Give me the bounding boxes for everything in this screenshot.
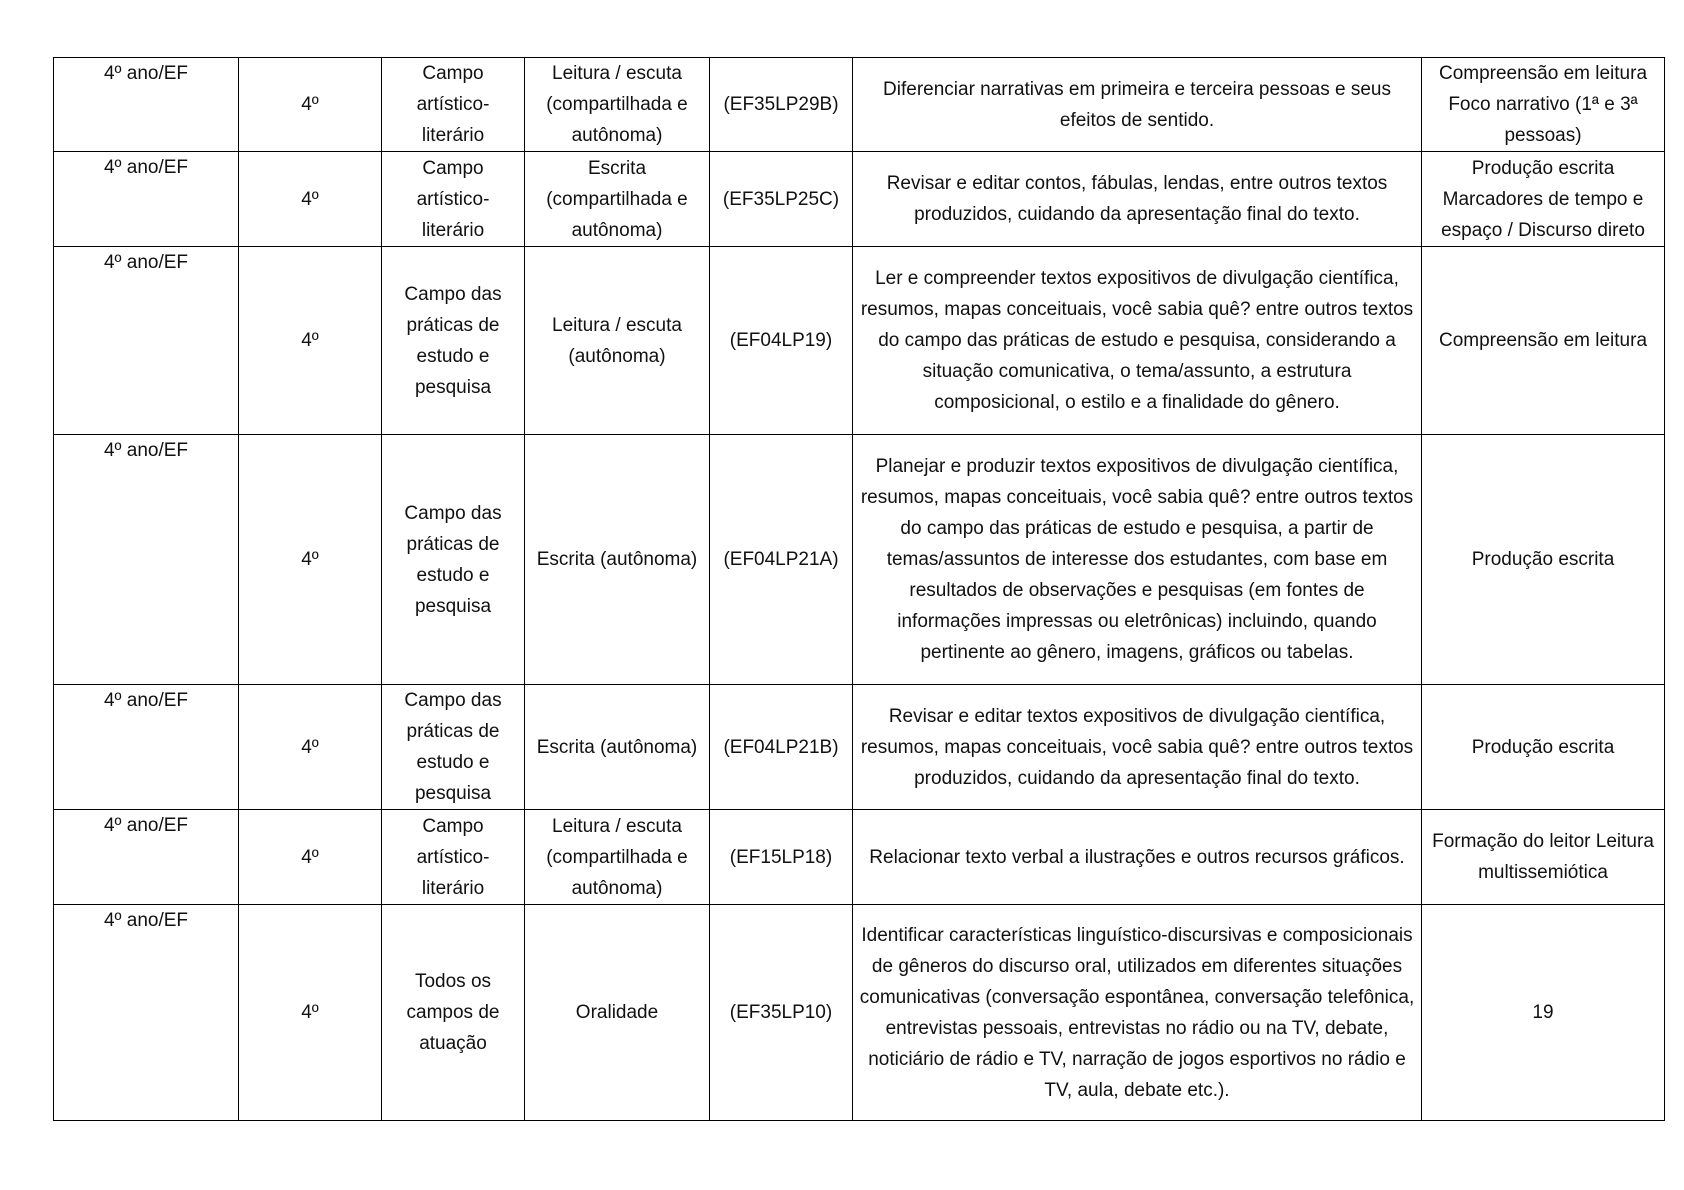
skill-cell: Identificar características linguístico-discursivas e composicionais de gêneros do discurso oral, utilizados em diferentes situações comunicativas (conversação espontânea, conversação telefônica, entrevistas pessoais, entrevistas no rádio ou na TV, debate, noticiário de rádio e TV, narração de jogos esportivos no rádio e TV, aula, debate etc.). bbox=[853, 905, 1422, 1121]
curriculum-table bbox=[53, 57, 1665, 1121]
year-cell: 4º ano/EF bbox=[54, 685, 239, 810]
practice-cell: Leitura / escuta (compartilhada e autônoma) bbox=[525, 810, 710, 905]
field-cell: Campo das práticas de estudo e pesquisa bbox=[382, 685, 525, 810]
skill-cell: Ler e compreender textos expositivos de divulgação científica, resumos, mapas conceituais, você sabia quê? entre outros textos do campo das práticas de estudo e pesquisa, considerando a situação comunicativa, o tema/assunto, a estrutura composicional, o estilo e a finalidade do gênero. bbox=[853, 247, 1422, 435]
practice-cell: Escrita (autônoma) bbox=[525, 435, 710, 685]
field-cell: Campo das práticas de estudo e pesquisa bbox=[382, 247, 525, 435]
grade-cell: 4º bbox=[239, 810, 382, 905]
object-cell: 19 bbox=[1422, 905, 1665, 1121]
skill-cell: Revisar e editar contos, fábulas, lendas, entre outros textos produzidos, cuidando da apresentação final do texto. bbox=[853, 152, 1422, 247]
object-cell: Compreensão em leitura Foco narrativo (1ª e 3ª pessoas) bbox=[1422, 58, 1665, 152]
table-row bbox=[54, 685, 1665, 810]
year-cell: 4º ano/EF bbox=[54, 247, 239, 435]
year-cell: 4º ano/EF bbox=[54, 905, 239, 1121]
code-cell: (EF04LP19) bbox=[710, 247, 853, 435]
code-cell: (EF15LP18) bbox=[710, 810, 853, 905]
table-row bbox=[54, 905, 1665, 1121]
year-cell: 4º ano/EF bbox=[54, 152, 239, 247]
skill-cell: Diferenciar narrativas em primeira e terceira pessoas e seus efeitos de sentido. bbox=[853, 58, 1422, 152]
table-row bbox=[54, 152, 1665, 247]
year-cell: 4º ano/EF bbox=[54, 58, 239, 152]
table-row bbox=[54, 247, 1665, 435]
skill-cell: Relacionar texto verbal a ilustrações e outros recursos gráficos. bbox=[853, 810, 1422, 905]
field-cell: Campo artístico-literário bbox=[382, 152, 525, 247]
object-cell: Produção escrita Marcadores de tempo e espaço / Discurso direto bbox=[1422, 152, 1665, 247]
code-cell: (EF04LP21A) bbox=[710, 435, 853, 685]
practice-cell: Leitura / escuta (autônoma) bbox=[525, 247, 710, 435]
code-cell: (EF35LP29B) bbox=[710, 58, 853, 152]
table-row bbox=[54, 58, 1665, 152]
skill-cell: Planejar e produzir textos expositivos de divulgação científica, resumos, mapas conceituais, você sabia quê? entre outros textos do campo das práticas de estudo e pesquisa, a partir de temas/assuntos de interesse dos estudantes, com base em resultados de observações e pesquisas (em fontes de informações impressas ou eletrônicas) incluindo, quando pertinente ao gênero, imagens, gráficos ou tabelas. bbox=[853, 435, 1422, 685]
object-cell: Formação do leitor Leitura multissemiótica bbox=[1422, 810, 1665, 905]
code-cell: (EF35LP10) bbox=[710, 905, 853, 1121]
practice-cell: Escrita (autônoma) bbox=[525, 685, 710, 810]
grade-cell: 4º bbox=[239, 685, 382, 810]
code-cell: (EF35LP25C) bbox=[710, 152, 853, 247]
grade-cell: 4º bbox=[239, 58, 382, 152]
field-cell: Campo artístico-literário bbox=[382, 58, 525, 152]
grade-cell: 4º bbox=[239, 905, 382, 1121]
practice-cell: Escrita (compartilhada e autônoma) bbox=[525, 152, 710, 247]
year-cell: 4º ano/EF bbox=[54, 810, 239, 905]
document-page bbox=[53, 57, 1664, 1121]
year-cell: 4º ano/EF bbox=[54, 435, 239, 685]
object-cell: Produção escrita bbox=[1422, 685, 1665, 810]
field-cell: Campo das práticas de estudo e pesquisa bbox=[382, 435, 525, 685]
field-cell: Todos os campos de atuação bbox=[382, 905, 525, 1121]
object-cell: Compreensão em leitura bbox=[1422, 247, 1665, 435]
grade-cell: 4º bbox=[239, 247, 382, 435]
code-cell: (EF04LP21B) bbox=[710, 685, 853, 810]
field-cell: Campo artístico-literário bbox=[382, 810, 525, 905]
table-row bbox=[54, 810, 1665, 905]
grade-cell: 4º bbox=[239, 435, 382, 685]
object-cell: Produção escrita bbox=[1422, 435, 1665, 685]
grade-cell: 4º bbox=[239, 152, 382, 247]
skill-cell: Revisar e editar textos expositivos de divulgação científica, resumos, mapas conceituais, você sabia quê? entre outros textos produzidos, cuidando da apresentação final do texto. bbox=[853, 685, 1422, 810]
practice-cell: Leitura / escuta (compartilhada e autônoma) bbox=[525, 58, 710, 152]
table-row bbox=[54, 435, 1665, 685]
practice-cell: Oralidade bbox=[525, 905, 710, 1121]
